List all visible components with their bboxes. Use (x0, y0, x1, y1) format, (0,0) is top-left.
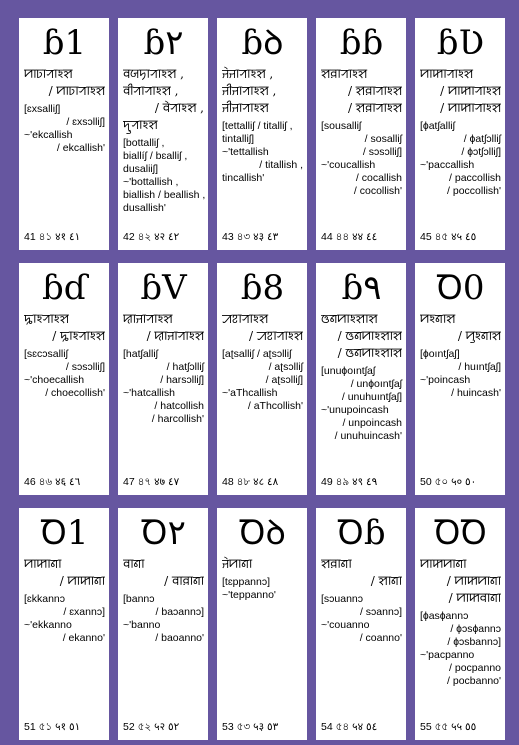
romanization (123, 137, 204, 215)
script-word (123, 311, 204, 345)
script-line: / ꠃꠘꠙꠣꠁꠡꠣꠡ (337, 346, 402, 360)
script-line: ꠛꠎꠠꠣꠞꠣꠁꠡ , (123, 67, 184, 81)
romanization-line: / sɔsɔlliʃ] (65, 361, 105, 373)
romanization-line: ~'banno (123, 619, 161, 631)
numeral-glyph: Ꝺ0 (436, 269, 485, 308)
romanization-line: ~'coucallish (321, 159, 376, 171)
romanization-line: ~'poincash (420, 374, 471, 386)
romanization-line: / huincash' (451, 387, 501, 399)
romanization-line: / cocollish' (353, 185, 402, 197)
romanization-line: tincallish' (222, 172, 265, 184)
romanization-line: [sɔuannɔ (321, 593, 364, 605)
card-spacer (420, 688, 501, 721)
romanization-line: ~'tettallish (222, 146, 269, 158)
romanization-line: / titallish , (259, 159, 303, 171)
numeral-card-44 (316, 18, 406, 250)
romanization-line: / baoanno' (155, 632, 204, 644)
romanization-line: / cocallish (355, 172, 402, 184)
romanization (123, 348, 204, 426)
romanization-line: [bottalliʃ , (123, 137, 165, 149)
card-spacer (420, 400, 501, 476)
numeral-card-grid (19, 18, 505, 740)
card-spacer (24, 400, 105, 476)
script-line: / ꠙꠣꠇꠛꠣꠘꠣ (448, 591, 501, 605)
script-word (123, 66, 204, 134)
numeral-glyph: ɓɗ (42, 269, 87, 308)
romanization-line: [sɛcɔsalliʃ (24, 348, 68, 360)
romanization-line: ~'bottallish , (123, 176, 179, 188)
numeral-card-45 (415, 18, 505, 250)
romanization-line: / ɸɔsbannɔ] (447, 636, 501, 648)
numeral-card-46 (19, 263, 109, 495)
romanization-line: / hatʃɔlliʃ (166, 361, 204, 373)
romanization-line: / baɔannɔ] (155, 606, 204, 618)
script-word (420, 66, 501, 117)
romanization (321, 365, 402, 443)
romanization (24, 103, 105, 155)
script-line: ꠍꠣꠁꠞꠣꠁꠡ (24, 312, 69, 326)
romanization (222, 348, 303, 413)
script-line: ꠙꠣꠇꠙꠣꠘꠣ (420, 557, 467, 571)
card-spacer (24, 645, 105, 721)
card-spacer (123, 215, 204, 231)
card-spacer (420, 198, 501, 231)
romanization-line: [ɸatʃalliʃ (420, 120, 455, 132)
numeral-glyph: Ꝺɓ (337, 514, 386, 553)
romanization-line: [tettalliʃ / titalliʃ , (222, 120, 293, 132)
script-line: ꠔꠦꠔꠣꠞꠣꠁꠡ , (222, 67, 274, 81)
romanization-line: [unuɸoıntʃaʃ (321, 365, 376, 377)
card-spacer (123, 426, 204, 476)
romanization (222, 576, 303, 602)
numeral-card-53 (217, 508, 307, 740)
numeral-card-47 (118, 263, 208, 495)
romanization-line: / ɸɔsɸannɔ (450, 623, 501, 635)
romanization-line: / aʈsɔlliʃ] (265, 374, 303, 386)
romanization-line: [tɛppannɔ] (222, 576, 271, 588)
script-line: ꠔꠦꠙꠣꠘꠣ (222, 557, 253, 571)
script-line: / ꠙꠣꠇꠣꠞꠣꠁꠡ (440, 101, 501, 115)
romanization-line: / pocpanno (449, 662, 501, 674)
romanization-line: ~'aThcallish (222, 387, 278, 399)
script-word (222, 311, 303, 345)
romanization-line: / sɔannɔ] (359, 606, 402, 618)
script-word (420, 311, 501, 345)
numeral-equivalents: 45 ৪৫ ४५ ٤٥ (420, 231, 477, 243)
numeral-card-55 (415, 508, 505, 740)
romanization-line: / ɛxannɔ] (63, 606, 105, 618)
script-line: / ꠀꠐꠣꠞꠣꠁꠡ (249, 329, 303, 343)
numeral-equivalents: 54 ৫৪ ५४ ٥٤ (321, 721, 378, 733)
romanization-line: ~'pacpanno (420, 649, 475, 661)
romanization-line: / aʈsɔlliʃ (268, 361, 303, 373)
card-spacer (321, 645, 402, 721)
romanization-line: [sousalliʃ (321, 120, 362, 132)
numeral-equivalents: 50 ৫০ ५० ٥٠ (420, 476, 477, 488)
romanization-line: ~'ekcallish (24, 129, 73, 141)
script-line: ꠖꠥꠞꠣꠁꠡ (123, 118, 158, 132)
numeral-equivalents: 52 ৫২ ५२ ٥٢ (123, 721, 180, 733)
script-line: ꠀꠐꠣꠞꠣꠁꠡ (222, 312, 269, 326)
script-line: ꠃꠘꠙꠣꠁꠡꠣꠡ (321, 312, 378, 326)
romanization-line: [aʈsalliʃ / aʈsɔlliʃ (222, 348, 292, 360)
script-word (321, 311, 402, 362)
numeral-card-49 (316, 263, 406, 495)
script-word (123, 556, 204, 590)
romanization-line: / sɔsɔlliʃ] (362, 146, 402, 158)
numeral-glyph: Ꝺ٢ (141, 514, 186, 553)
card-spacer (24, 155, 105, 231)
romanization (222, 120, 303, 185)
numeral-glyph: Ꝺ1 (40, 514, 89, 553)
romanization-line: biallish / beallish , (123, 189, 206, 201)
script-line: / ꠙꠣꠇꠣꠘꠣ (59, 574, 105, 588)
script-line: ꠙꠣꠑꠣꠞꠣꠁꠡ (24, 67, 73, 81)
numeral-glyph: ɓɓ (339, 24, 384, 63)
card-spacer (222, 185, 303, 231)
script-line: ꠡꠅꠣꠞꠣꠁꠡ (321, 67, 368, 81)
numeral-glyph: ɓ1 (42, 24, 87, 63)
card-spacer (321, 198, 402, 231)
numeral-equivalents: 55 ৫৫ ५५ ٥٥ (420, 721, 477, 733)
numeral-card-50 (415, 263, 505, 495)
numeral-card-51 (19, 508, 109, 740)
romanization-line: dusallish' (123, 202, 166, 214)
romanization-line: [ɛxsalliʃ] (24, 103, 61, 115)
romanization-line: / ekcallish' (56, 142, 105, 154)
romanization-line: / ɛxsɔlliʃ] (66, 116, 105, 128)
numeral-card-43 (217, 18, 307, 250)
numeral-card-42 (118, 18, 208, 250)
romanization-line: / ɸatʃɔlliʃ (463, 133, 501, 145)
romanization-line: ~'teppanno' (222, 589, 276, 601)
script-word (222, 66, 303, 117)
numeral-glyph: ɓ٢ (143, 24, 184, 63)
romanization (24, 593, 105, 645)
numeral-equivalents: 48 ৪৮ ४८ ٤٨ (222, 476, 279, 488)
romanization-line: / harsɔlliʃ] (160, 374, 204, 386)
script-line: ꠡꠅꠣꠘꠣ (321, 557, 352, 571)
romanization-line: / huıntʃaʃ] (458, 361, 501, 373)
romanization-line: dusaliiʃ] (123, 163, 159, 175)
romanization (420, 610, 501, 688)
numeral-equivalents: 41 ৪১ ४१ ٤١ (24, 231, 81, 243)
numeral-equivalents: 47 ৪৭ ४७ ٤٧ (123, 476, 180, 488)
script-line: ꠔꠤꠔꠣꠞꠣꠁꠡ (222, 101, 269, 115)
romanization-line: / ɸɔtʃɔlliʃ] (461, 146, 501, 158)
script-line: ꠙꠣꠇꠣꠞꠣꠁꠡ (420, 67, 474, 81)
romanization-line: ~'ekkanno (24, 619, 72, 631)
script-line: / ꠛꠦꠞꠣꠁꠡ , (154, 101, 204, 115)
numeral-equivalents: 51 ৫১ ५१ ٥١ (24, 721, 81, 733)
romanization-line: [hatʃalliʃ (123, 348, 159, 360)
numeral-equivalents: 46 ৪৬ ४६ ٤٦ (24, 476, 81, 488)
romanization-line: ~'paccallish (420, 159, 475, 171)
romanization-line: ~'couanno (321, 619, 370, 631)
romanization-line: / hatcollish (154, 400, 204, 412)
romanization-line: [ɸoıntʃaʃ] (420, 348, 460, 360)
romanization-line: biallíʃ / bɛalliʃ , (123, 150, 188, 162)
script-word (24, 556, 105, 590)
romanization-line: / sosalliʃ (364, 133, 402, 145)
romanization (123, 593, 204, 645)
card-spacer (321, 443, 402, 476)
romanization-line: / unuhuıntʃaʃ] (341, 391, 402, 403)
numeral-glyph: ɓV (140, 269, 187, 308)
script-line: ꠙꠣꠇꠣꠘꠣ (24, 557, 62, 571)
romanization-line: / pocbanno' (447, 675, 501, 687)
script-line: / ꠃꠘꠙꠣꠁꠡꠣꠡ (337, 329, 402, 343)
script-word (420, 556, 501, 607)
numeral-card-48 (217, 263, 307, 495)
script-line: ꠢꠣꠔꠣꠞꠣꠁꠡ (123, 312, 173, 326)
romanization-line: [ɸasɸannɔ (420, 610, 469, 622)
numeral-equivalents: 49 ৪৯ ४९ ٤٩ (321, 476, 378, 488)
script-line: / ꠙꠣꠑꠣꠞꠣꠁꠡ (48, 84, 105, 98)
romanization-line: / aThcollish' (247, 400, 303, 412)
script-word (222, 556, 303, 573)
script-line: / ꠙꠣꠇꠙꠣꠘꠣ (446, 574, 501, 588)
romanization-line: / harcollish' (151, 413, 204, 425)
numeral-equivalents: 53 ৫৩ ५३ ٥٣ (222, 721, 279, 733)
script-line: / ꠍꠣꠁꠞꠣꠁꠡ (52, 329, 105, 343)
romanization-line: / choecollish' (45, 387, 105, 399)
script-line: ꠛꠤꠞꠣꠞꠣꠁꠡ , (123, 84, 179, 98)
card-spacer (123, 645, 204, 721)
numeral-equivalents: 42 ৪২ ४२ ٤٢ (123, 231, 180, 243)
romanization (420, 348, 501, 400)
script-line: ꠛꠣꠘꠣ (123, 557, 145, 571)
script-word (24, 66, 105, 100)
script-line: / ꠡꠣꠘꠣ (370, 574, 402, 588)
numeral-glyph: Ꝺꝺ (239, 514, 286, 553)
script-line: / ꠡꠅꠣꠞꠣꠁꠡ (347, 84, 402, 98)
romanization-line: / unɸoıntʃaʃ (350, 378, 402, 390)
romanization-line: tintalliʃ] (222, 133, 255, 145)
numeral-glyph: ɓ٩ (341, 269, 382, 308)
romanization-line: ~'choecallish (24, 374, 85, 386)
script-line: ꠙꠁꠘꠣꠡ (420, 312, 456, 326)
numeral-equivalents: 44 ৪৪ ४४ ٤٤ (321, 231, 378, 243)
script-line: / ꠙꠣꠇꠣꠞꠣꠁꠡ (440, 84, 501, 98)
romanization-line: / poccollish' (447, 185, 501, 197)
script-line: / ꠡꠅꠣꠞꠣꠁꠡ (347, 101, 402, 115)
numeral-glyph: ꝹꝹ (434, 514, 487, 553)
romanization-line: [ɛkkannɔ (24, 593, 66, 605)
script-word (321, 66, 402, 117)
romanization-line: [bannɔ (123, 593, 155, 605)
numeral-glyph: ɓƲ (436, 24, 485, 63)
numeral-card-54 (316, 508, 406, 740)
romanization-line: / coanno' (359, 632, 402, 644)
romanization (321, 120, 402, 198)
script-line: / ꠙꠥꠁꠘꠣꠡ (457, 329, 501, 343)
romanization (321, 593, 402, 645)
card-spacer (222, 413, 303, 476)
numeral-glyph: ɓꝺ (241, 24, 284, 63)
numeral-glyph: ɓ8 (240, 269, 285, 308)
script-line: ꠔꠤꠔꠣꠞꠣꠁꠡ , (222, 84, 277, 98)
romanization-line: / unpoincash (342, 417, 402, 429)
romanization (24, 348, 105, 400)
numeral-card-41 (19, 18, 109, 250)
script-word (24, 311, 105, 345)
romanization-line: ~'unupoincash (321, 404, 389, 416)
romanization-line: / unuhuincash' (334, 430, 402, 442)
script-line: / ꠢꠣꠔꠣꠞꠣꠁꠡ (146, 329, 204, 343)
script-line: / ꠛꠣꠅꠣꠘꠣ (164, 574, 204, 588)
romanization-line: / ekanno' (62, 632, 105, 644)
romanization-line: / paccollish (449, 172, 501, 184)
script-word (321, 556, 402, 590)
card-spacer (222, 602, 303, 721)
romanization-line: ~'hatcallish (123, 387, 175, 399)
romanization (420, 120, 501, 198)
numeral-equivalents: 43 ৪৩ ४३ ٤٣ (222, 231, 279, 243)
numeral-card-52 (118, 508, 208, 740)
